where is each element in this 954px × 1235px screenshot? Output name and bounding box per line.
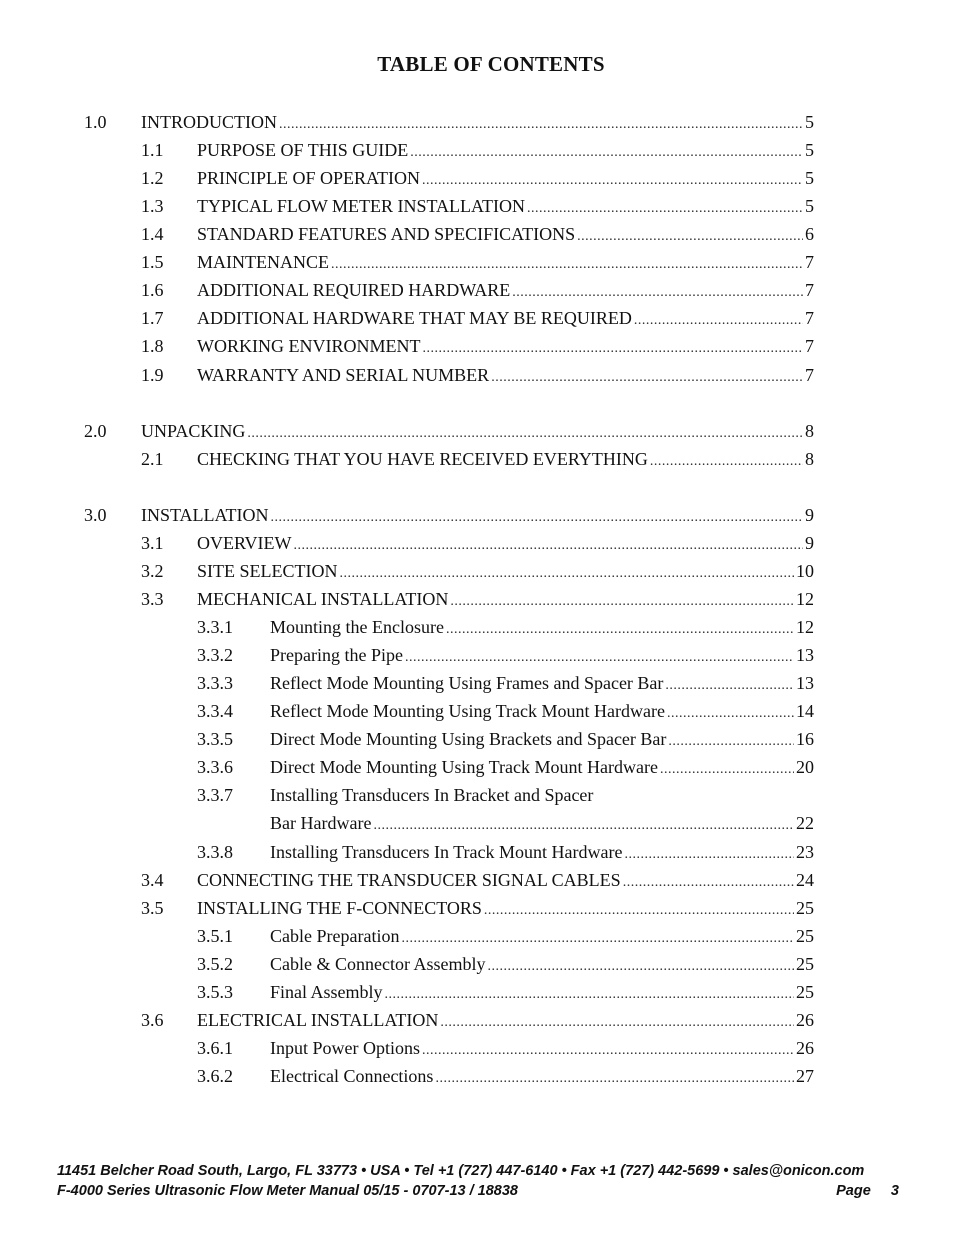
toc-entry-page: 7 xyxy=(805,365,814,385)
toc-entry-page: 14 xyxy=(796,701,814,721)
toc-entry-page: 16 xyxy=(796,729,814,749)
toc-entry-body xyxy=(197,557,814,588)
toc-entry-number: 3.6.2 xyxy=(197,1066,233,1086)
toc-entry-body xyxy=(270,613,814,644)
toc-entry-page: 5 xyxy=(805,112,814,132)
dot-leader xyxy=(624,841,794,869)
toc-entry-title: Reflect Mode Mounting Using Frames and Spacer Bar xyxy=(270,673,664,693)
toc-entry-title: CONNECTING THE TRANSDUCER SIGNAL CABLES xyxy=(197,870,621,890)
toc-entry-page: 13 xyxy=(796,673,814,693)
toc-entry-number: 3.3.5 xyxy=(197,729,233,749)
toc-entry-title: Installing Transducers In Bracket and Spacer xyxy=(270,785,594,805)
footer-address: 11451 Belcher Road South, Largo, FL 33773 • USA • Tel +1 (727) 447-6140 • Fax +1 (727) 442-5699 • sales@onicon.com xyxy=(57,1163,865,1179)
toc-entry-page: 25 xyxy=(796,954,814,974)
toc-entry-number: 3.5 xyxy=(141,898,164,918)
toc-entry-body xyxy=(197,220,814,251)
toc-entry-page: 8 xyxy=(805,421,814,441)
toc-entry-number: 3.3.8 xyxy=(197,842,233,862)
dot-leader xyxy=(665,672,794,700)
toc-entry-page: 12 xyxy=(796,589,814,609)
dot-leader xyxy=(512,279,803,307)
toc-entry-title: WORKING ENVIRONMENT xyxy=(197,336,421,356)
toc-entry-title: SITE SELECTION xyxy=(197,561,338,581)
toc-entry-page: 26 xyxy=(796,1010,814,1030)
toc-entry-number: 1.0 xyxy=(84,112,107,132)
toc-entry-page: 22 xyxy=(796,813,814,833)
toc-entry-body xyxy=(197,164,814,195)
toc-entry-title: INSTALLATION xyxy=(141,505,269,525)
dot-leader xyxy=(668,728,794,756)
toc-entry-number: 1.6 xyxy=(141,280,164,300)
dot-leader xyxy=(422,167,803,195)
toc-entry-page: 26 xyxy=(796,1038,814,1058)
toc-entry-number: 3.6.1 xyxy=(197,1038,233,1058)
toc-entry-body xyxy=(270,1034,814,1065)
dot-leader xyxy=(623,869,794,897)
toc-entry-number: 1.7 xyxy=(141,308,164,328)
toc-entry-page: 7 xyxy=(805,252,814,272)
toc-entry-title: INSTALLING THE F-CONNECTORS xyxy=(197,898,482,918)
toc-entry-body xyxy=(197,445,814,476)
toc-entry-page: 25 xyxy=(796,982,814,1002)
toc-entry-page: 10 xyxy=(796,561,814,581)
dot-leader xyxy=(527,195,803,223)
toc-entry-body xyxy=(197,304,814,335)
dot-leader xyxy=(339,560,794,588)
toc-entry-body xyxy=(270,753,814,784)
dot-leader xyxy=(279,111,803,139)
toc-entry-title: PURPOSE OF THIS GUIDE xyxy=(197,140,409,160)
toc-entry-page: 6 xyxy=(805,224,814,244)
dot-leader xyxy=(660,756,794,784)
toc-entry-number: 3.3.2 xyxy=(197,645,233,665)
toc-entry-body xyxy=(270,922,814,953)
toc-entry-body xyxy=(270,697,814,728)
toc-entry-body xyxy=(197,585,814,616)
toc-entry-title: ADDITIONAL HARDWARE THAT MAY BE REQUIRED xyxy=(197,308,632,328)
dot-leader xyxy=(401,925,794,953)
toc-entry-number: 3.3.1 xyxy=(197,617,233,637)
dot-leader xyxy=(271,504,803,532)
toc-entry-title: Preparing the Pipe xyxy=(270,645,403,665)
toc-entry-number: 1.4 xyxy=(141,224,164,244)
toc-entry-body xyxy=(270,1062,814,1093)
dot-leader xyxy=(331,251,803,279)
toc-entry-body xyxy=(270,641,814,672)
toc-entry-title: Input Power Options xyxy=(270,1038,420,1058)
toc-entry-title: Direct Mode Mounting Using Brackets and Spacer Bar xyxy=(270,729,667,749)
toc-entry-body xyxy=(197,866,814,897)
toc-entry-body xyxy=(270,978,814,1009)
toc-entry-body xyxy=(141,501,814,532)
dot-leader xyxy=(577,223,803,251)
toc-entry-body xyxy=(270,669,814,700)
toc-entry-number: 3.3.4 xyxy=(197,701,233,721)
toc-entry-page: 9 xyxy=(805,533,814,553)
toc-entry-page: 7 xyxy=(805,336,814,356)
dot-leader xyxy=(491,364,803,392)
toc-entry-page: 27 xyxy=(796,1066,814,1086)
toc-entry-title: Installing Transducers In Track Mount Hardware xyxy=(270,842,623,862)
toc-entry-body xyxy=(197,894,814,925)
dot-leader xyxy=(373,812,794,840)
dot-leader xyxy=(247,420,803,448)
toc-entry-number: 3.3.6 xyxy=(197,757,233,777)
dot-leader xyxy=(650,448,803,476)
dot-leader xyxy=(410,139,803,167)
toc-entry-page: 5 xyxy=(805,196,814,216)
dot-leader xyxy=(440,1009,794,1037)
toc-entry-number: 1.5 xyxy=(141,252,164,272)
toc-entry-title: TYPICAL FLOW METER INSTALLATION xyxy=(197,196,526,216)
toc-entry-number: 1.9 xyxy=(141,365,164,385)
toc-entry-number: 1.2 xyxy=(141,168,164,188)
toc-entry-body xyxy=(197,276,814,307)
toc-entry-title: UNPACKING xyxy=(141,421,246,441)
toc-entry-title: ELECTRICAL INSTALLATION xyxy=(197,1010,439,1030)
toc-entry-title: Final Assembly xyxy=(270,982,383,1002)
toc-entry-title: Reflect Mode Mounting Using Track Mount Hardware xyxy=(270,701,665,721)
toc-entry-page: 5 xyxy=(805,140,814,160)
dot-leader xyxy=(667,700,794,728)
dot-leader xyxy=(294,532,803,560)
toc-entry-title: STANDARD FEATURES AND SPECIFICATIONS xyxy=(197,224,576,244)
toc-entry-page: 5 xyxy=(805,168,814,188)
toc-entry-number: 2.1 xyxy=(141,449,164,469)
toc-entry-title: CHECKING THAT YOU HAVE RECEIVED EVERYTHING xyxy=(197,449,648,469)
dot-leader xyxy=(634,307,803,335)
toc-entry-title: Direct Mode Mounting Using Track Mount Hardware xyxy=(270,757,658,777)
toc-entry-body xyxy=(197,332,814,363)
toc-entry-title: MAINTENANCE xyxy=(197,252,329,272)
toc-entry-body xyxy=(141,417,814,448)
toc-entry-body xyxy=(141,108,814,139)
toc-entry-body xyxy=(270,725,814,756)
toc-entry-number: 3.3 xyxy=(141,589,164,609)
dot-leader xyxy=(422,335,803,363)
toc-entry-number: 3.5.1 xyxy=(197,926,233,946)
toc-entry-body xyxy=(197,192,814,223)
toc-entry-title: OVERVIEW xyxy=(197,533,292,553)
toc-entry-title: Bar Hardware xyxy=(270,813,372,833)
toc-entry-body xyxy=(270,809,814,840)
toc-entry-body xyxy=(270,950,814,981)
toc-entry-page: 12 xyxy=(796,617,814,637)
toc-entry-body xyxy=(270,781,593,809)
toc-entry-page: 25 xyxy=(796,898,814,918)
toc-entry-body xyxy=(197,361,814,392)
toc-entry-page: 24 xyxy=(796,870,814,890)
dot-leader xyxy=(484,897,794,925)
toc-entry-title: ADDITIONAL REQUIRED HARDWARE xyxy=(197,280,511,300)
toc-entry-body xyxy=(197,1006,814,1037)
footer-page-number: Page 3 xyxy=(836,1183,899,1199)
toc-entry-body xyxy=(197,248,814,279)
toc-entry-title: Mounting the Enclosure xyxy=(270,617,444,637)
toc-entry-title: MECHANICAL INSTALLATION xyxy=(197,589,449,609)
toc-entry-number: 1.8 xyxy=(141,336,164,356)
dot-leader xyxy=(487,953,794,981)
dot-leader xyxy=(446,616,794,644)
toc-entry-page: 13 xyxy=(796,645,814,665)
toc-entry-title: Cable & Connector Assembly xyxy=(270,954,486,974)
dot-leader xyxy=(450,588,794,616)
toc-entry-page: 23 xyxy=(796,842,814,862)
toc-entry-number: 3.6 xyxy=(141,1010,164,1030)
toc-entry-page: 25 xyxy=(796,926,814,946)
toc-entry-title: PRINCIPLE OF OPERATION xyxy=(197,168,421,188)
toc-entry-page: 7 xyxy=(805,280,814,300)
toc-entry-body xyxy=(270,838,814,869)
toc-entry-title: WARRANTY AND SERIAL NUMBER xyxy=(197,365,490,385)
dot-leader xyxy=(405,644,794,672)
toc-entry-number: 2.0 xyxy=(84,421,107,441)
toc-entry-number: 3.3.3 xyxy=(197,673,233,693)
toc-entry-body xyxy=(197,136,814,167)
toc-entry-number: 3.0 xyxy=(84,505,107,525)
footer-manual-id: F-4000 Series Ultrasonic Flow Meter Manual 05/15 - 0707-13 / 18838 xyxy=(57,1183,518,1199)
toc-entry-title: Electrical Connections xyxy=(270,1066,434,1086)
toc-entry-title: Cable Preparation xyxy=(270,926,400,946)
footer xyxy=(57,1161,899,1201)
toc-entry-number: 3.5.2 xyxy=(197,954,233,974)
toc-entry-page: 20 xyxy=(796,757,814,777)
toc-entry-number: 3.5.3 xyxy=(197,982,233,1002)
dot-leader xyxy=(435,1065,794,1093)
toc-entry-page: 9 xyxy=(805,505,814,525)
toc-entry-number: 1.1 xyxy=(141,140,164,160)
toc-entry-number: 3.3.7 xyxy=(197,785,233,805)
toc-entry-number: 3.4 xyxy=(141,870,164,890)
dot-leader xyxy=(422,1037,794,1065)
toc-entry-number: 3.2 xyxy=(141,561,164,581)
dot-leader xyxy=(385,981,794,1009)
toc-entry-page: 7 xyxy=(805,308,814,328)
toc-entry-title: INTRODUCTION xyxy=(141,112,277,132)
page-title: TABLE OF CONTENTS xyxy=(377,52,605,76)
toc-entry-body xyxy=(197,529,814,560)
toc-entry-number: 1.3 xyxy=(141,196,164,216)
toc-entry-number: 3.1 xyxy=(141,533,164,553)
toc-entry-page: 8 xyxy=(805,449,814,469)
